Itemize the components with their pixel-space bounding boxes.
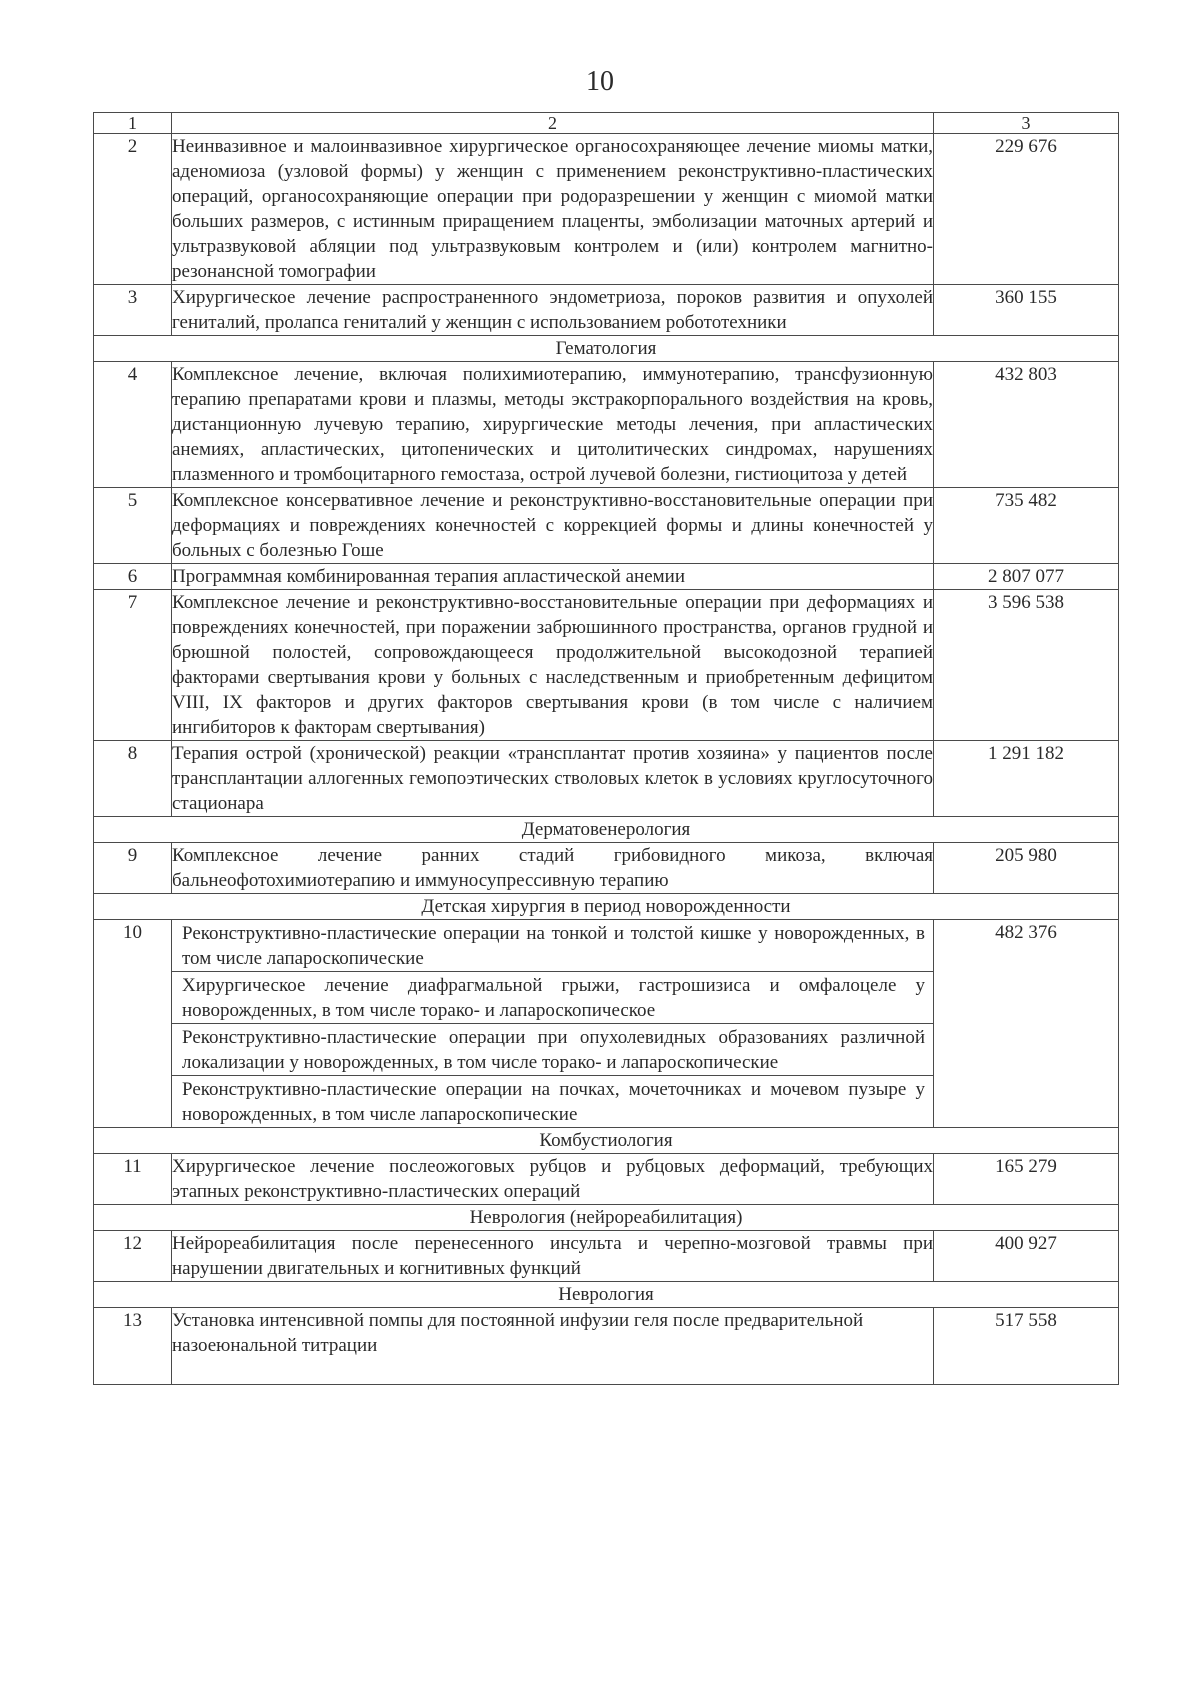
table-row bbox=[94, 920, 1119, 1128]
row-description: Хирургическое лечение послеожоговых рубцов и рубцовых деформаций, требующих этапных реконструктивно-пластических операций bbox=[172, 1154, 934, 1205]
services-table bbox=[93, 112, 1119, 1385]
row-number: 2 bbox=[94, 134, 172, 285]
row-cost: 482 376 bbox=[934, 920, 1119, 1128]
section-title: Неврология bbox=[94, 1282, 1119, 1308]
table-row bbox=[94, 843, 1119, 894]
section-row bbox=[94, 1205, 1119, 1231]
section-row bbox=[94, 894, 1119, 920]
section-title: Неврология (нейрореабилитация) bbox=[94, 1205, 1119, 1231]
row-number: 9 bbox=[94, 843, 172, 894]
section-title: Детская хирургия в период новорожденности bbox=[94, 894, 1119, 920]
row-number: 13 bbox=[94, 1308, 172, 1385]
row-cost: 3 596 538 bbox=[934, 590, 1119, 741]
table-row bbox=[94, 564, 1119, 590]
row-cost: 360 155 bbox=[934, 285, 1119, 336]
table-row bbox=[94, 1231, 1119, 1282]
row-description: Терапия острой (хронической) реакции «трансплантат против хозяина» у пациентов после трансплантации аллогенных гемопоэтических стволовых клеток в условиях круглосуточного стационара bbox=[172, 741, 934, 817]
row-number: 8 bbox=[94, 741, 172, 817]
column-header-3: 3 bbox=[934, 113, 1119, 134]
row-description-part: Реконструктивно-пластические операции на тонкой и толстой кишке у новорожденных, в том числе лапароскопические bbox=[172, 920, 933, 972]
section-title: Дерматовенерология bbox=[94, 817, 1119, 843]
table-row bbox=[94, 741, 1119, 817]
section-title: Гематология bbox=[94, 336, 1119, 362]
row-description: Комплексное лечение и реконструктивно-восстановительные операции при деформациях и повреждениях конечностей, при поражении забрюшинного пространства, органов грудной и брюшной полостей, сопровождающееся продолжительной высокодозной терапией факторами свертывания крови у больных с наследственным и приобретенным дефицитом VIII, IX факторов и других факторов свертывания крови (в том числе с наличием ингибиторов к факторам свертывания) bbox=[172, 590, 934, 741]
row-description: Комплексное лечение ранних стадий грибовидного микоза, включая бальнеофотохимиотерапию и иммуносупрессивную терапию bbox=[172, 843, 934, 894]
row-cost: 205 980 bbox=[934, 843, 1119, 894]
row-description-part: Реконструктивно-пластические операции на почках, мочеточниках и мочевом пузыре у новорожденных, в том числе лапароскопические bbox=[182, 1079, 925, 1125]
row-description: Комплексное консервативное лечение и реконструктивно-восстановительные операции при деформациях и повреждениях конечностей с коррекцией формы и длины конечностей у больных с болезнью Гоше bbox=[172, 488, 934, 564]
row-number: 5 bbox=[94, 488, 172, 564]
table-row bbox=[94, 488, 1119, 564]
section-row bbox=[94, 817, 1119, 843]
row-number: 7 bbox=[94, 590, 172, 741]
section-title: Комбустиология bbox=[94, 1128, 1119, 1154]
row-number: 11 bbox=[94, 1154, 172, 1205]
row-cost: 400 927 bbox=[934, 1231, 1119, 1282]
row-description-group bbox=[172, 920, 934, 1128]
row-description: Нейрореабилитация после перенесенного инсульта и черепно-мозговой травмы при нарушении двигательных и когнитивных функций bbox=[172, 1231, 934, 1282]
row-description-part: Реконструктивно-пластические операции при опухолевидных образованиях различной локализации у новорожденных, в том числе торако- и лапароскопические bbox=[172, 1024, 933, 1076]
section-row bbox=[94, 1128, 1119, 1154]
table-header-row bbox=[94, 113, 1119, 134]
row-cost: 517 558 bbox=[934, 1308, 1119, 1385]
row-description: Комплексное лечение, включая полихимиотерапию, иммунотерапию, трансфузионную терапию препаратами крови и плазмы, методы экстракорпорального воздействия на кровь, дистанционную лучевую терапию, хирургические методы лечения, при апластических анемиях, апластических, цитопенических и цитолитических синдромах, нарушениях плазменного и тромбоцитарного гемостаза, острой лучевой болезни, гистиоцитоза у детей bbox=[172, 362, 934, 488]
row-cost: 229 676 bbox=[934, 134, 1119, 285]
row-cost: 165 279 bbox=[934, 1154, 1119, 1205]
row-cost: 1 291 182 bbox=[934, 741, 1119, 817]
row-description: Хирургическое лечение распространенного эндометриоза, пороков развития и опухолей гениталий, пролапса гениталий у женщин с использованием робототехники bbox=[172, 285, 934, 336]
table-row bbox=[94, 134, 1119, 285]
row-number: 10 bbox=[94, 920, 172, 1128]
row-description-part: Хирургическое лечение диафрагмальной грыжи, гастрошизиса и омфалоцеле у новорожденных, в том числе торако- и лапароскопическое bbox=[172, 972, 933, 1024]
table-row bbox=[94, 1154, 1119, 1205]
page-number: 10 bbox=[586, 66, 614, 97]
row-cost: 432 803 bbox=[934, 362, 1119, 488]
row-description: Программная комбинированная терапия апластической анемии bbox=[172, 564, 934, 590]
row-description: Неинвазивное и малоинвазивное хирургическое органосохраняющее лечение миомы матки, аденомиоза (узловой формы) у женщин с применением реконструктивно-пластических операций, органосохраняющие операции при родоразрешении у женщин с миомой матки больших размеров, с истинным приращением плаценты, эмболизации маточных артерий и ультразвуковой абляции под ультразвуковым контролем и (или) контролем магнитно-резонансной томографии bbox=[172, 134, 934, 285]
column-header-2: 2 bbox=[172, 113, 934, 134]
row-description: Установка интенсивной помпы для постоянной инфузии геля после предварительной назоеюнальной титрации bbox=[172, 1308, 934, 1385]
row-number: 12 bbox=[94, 1231, 172, 1282]
table-row bbox=[94, 590, 1119, 741]
table-row bbox=[94, 1308, 1119, 1385]
table-row bbox=[94, 362, 1119, 488]
column-header-1: 1 bbox=[94, 113, 172, 134]
row-number: 4 bbox=[94, 362, 172, 488]
row-cost: 735 482 bbox=[934, 488, 1119, 564]
row-number: 3 bbox=[94, 285, 172, 336]
table-row bbox=[94, 285, 1119, 336]
row-number: 6 bbox=[94, 564, 172, 590]
section-row bbox=[94, 1282, 1119, 1308]
row-cost: 2 807 077 bbox=[934, 564, 1119, 590]
section-row bbox=[94, 336, 1119, 362]
